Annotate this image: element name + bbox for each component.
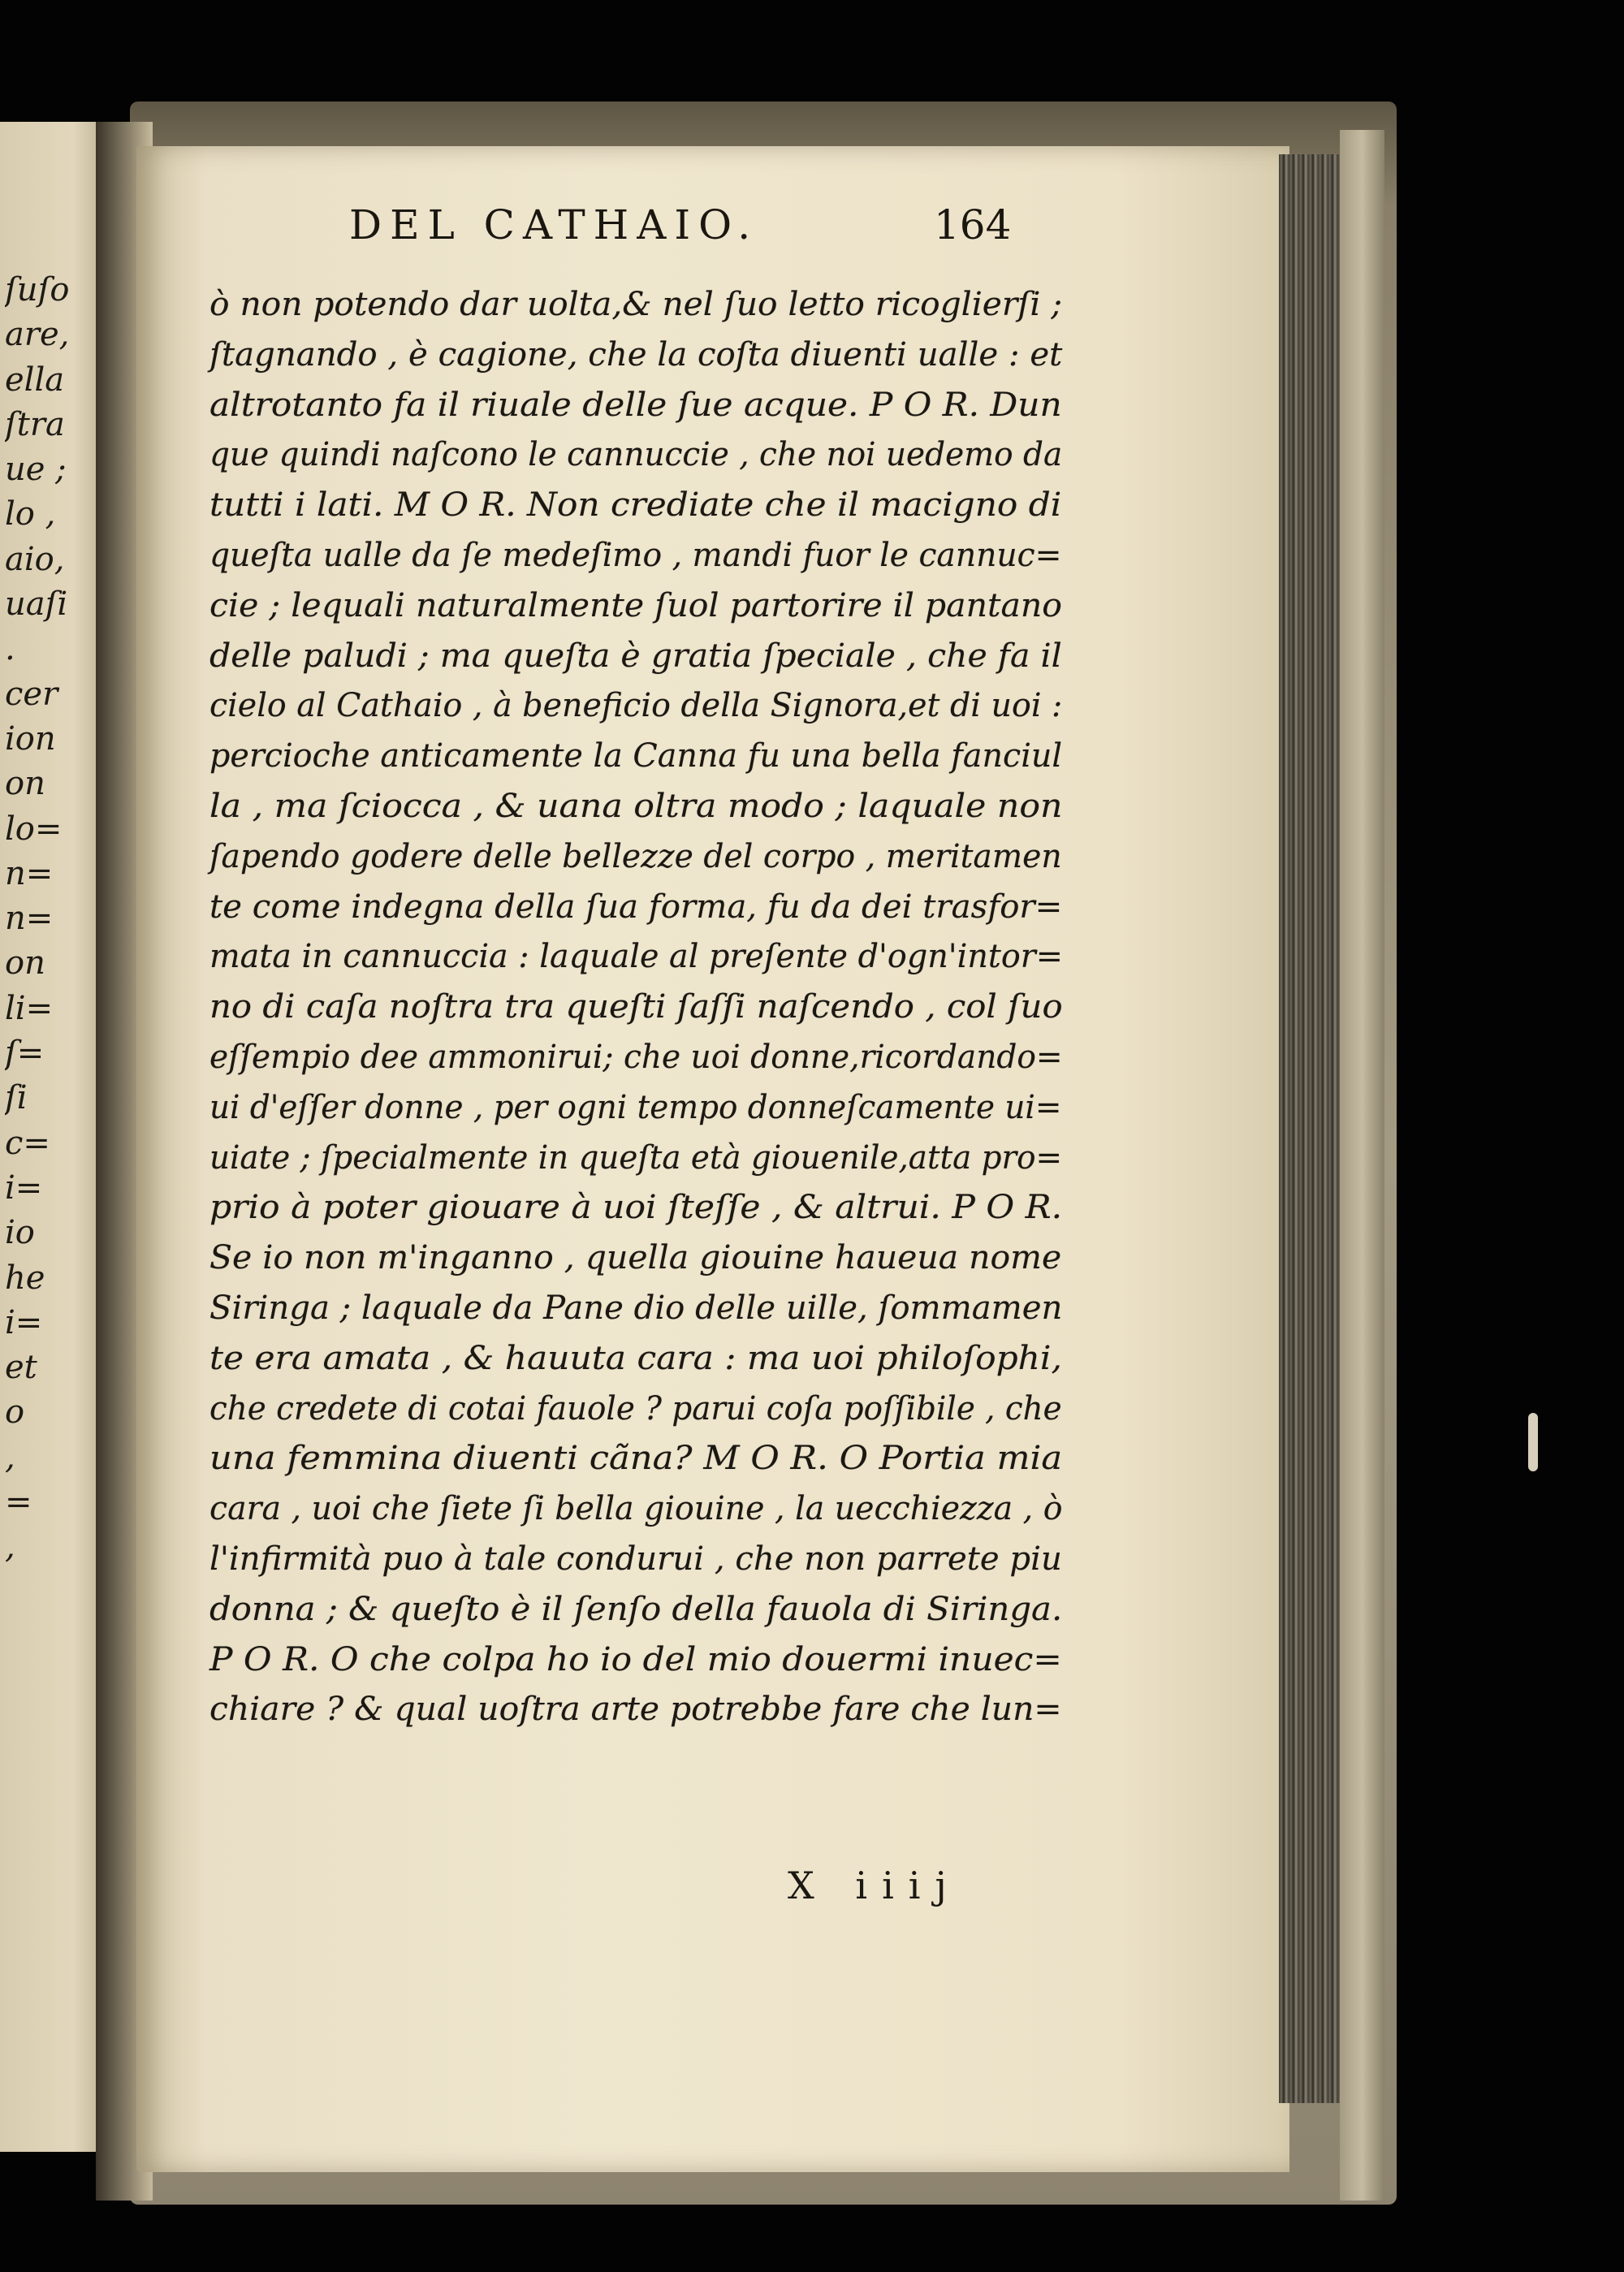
left-line: on [5, 765, 45, 803]
left-line: lo= [5, 810, 63, 848]
left-line: li= [5, 989, 54, 1027]
left-line: et [5, 1349, 37, 1387]
left-line: , [5, 1438, 15, 1476]
background-mark [1528, 1413, 1538, 1471]
text-line: no di caſa noſtra tra queſti ſaſſi naſcendo , col ſuo [209, 988, 1063, 1026]
left-line: are, [5, 316, 70, 354]
text-line: prio à poter giouare à uoi ſteſſe , & altrui. P O R. [209, 1189, 1063, 1227]
text-line: una femmina diuenti cãna? M O R. O Portia mia [209, 1440, 1063, 1478]
left-line: ella [5, 361, 65, 399]
page-fore-edge [1279, 154, 1340, 2103]
left-line: ſuſo [5, 271, 70, 309]
text-line: cie ; lequali naturalmente ſuol partorire il pantano [209, 586, 1062, 624]
left-line: i= [5, 1303, 43, 1341]
left-line: lo , [5, 495, 56, 533]
text-line: ò non potendo dar uolta,& nel ſuo letto ricoglierſi ; [209, 286, 1063, 323]
left-line: uaſi [5, 585, 68, 624]
text-line: te era amata , & hauuta cara : ma uoi philoſophi, [209, 1339, 1062, 1377]
text-line: uiate ; ſpecialmente in queſta età giouenile,atta pro= [209, 1138, 1063, 1177]
text-line: ſtagnando , è cagione, che la coſta diuenti ualle : et [209, 335, 1063, 374]
left-line: he [5, 1259, 45, 1297]
text-line: la , ma ſciocca , & uana oltra modo ; laquale non [209, 787, 1063, 825]
text-line: te come indegna della ſua forma, fu da dei trasfor= [209, 888, 1063, 926]
left-line: . [5, 630, 15, 668]
left-line: io [5, 1214, 35, 1252]
text-line: cara , uoi che ſiete ſi bella giouine , la uecchiezza , ò [209, 1490, 1063, 1528]
left-line: cer [5, 675, 58, 713]
text-line: queſta ualle da ſe medeſimo , mandi fuor le cannuc= [209, 536, 1062, 574]
text-line: che credete di cotai fauole ? parui coſa poſſibile , che [209, 1389, 1062, 1428]
text-line: delle paludi ; ma queſta è gratia ſpeciale , che fa il [209, 637, 1062, 675]
text-line: que quindi naſcono le cannuccie , che noi uedemo da [209, 436, 1063, 474]
text-line: cielo al Cathaio , à beneficio della Signora,et di uoi : [209, 687, 1063, 725]
page-header [349, 201, 1047, 258]
left-line: c= [5, 1124, 50, 1162]
book-spine-edge [1340, 130, 1384, 2201]
text-line: l'infirmità puo à tale condurui , che non parrete piu [209, 1540, 1062, 1578]
left-line: ſtra [5, 405, 65, 443]
text-line: Siringa ; laquale da Pane dio delle uille, ſommamen [209, 1289, 1063, 1327]
text-line: percioche anticamente la Canna fu una bella fanciul [209, 737, 1063, 775]
left-line: n= [5, 854, 54, 892]
text-line: donna ; & queſto è il ſenſo della fauola di Siringa. [209, 1590, 1063, 1628]
left-line: aio, [5, 540, 65, 578]
text-line: eſſempio dee ammonirui; che uoi donne,ricordando= [209, 1038, 1063, 1076]
text-line: P O R. O che colpa ho io del mio douermi inuec= [209, 1640, 1062, 1678]
text-line: ui d'eſſer donne , per ogni tempo donneſcamente ui= [209, 1088, 1062, 1126]
running-title: DEL CATHAIO. [349, 201, 759, 248]
text-line: mata in cannuccia : laquale al preſente d'ogn'intor= [209, 938, 1063, 976]
left-line: ſ= [5, 1034, 45, 1073]
left-line: i= [5, 1168, 43, 1207]
text-line: altrotanto fa il riuale delle ſue acque. P O R. Dun [209, 386, 1062, 424]
left-line: on [5, 944, 45, 983]
left-line: ion [5, 719, 56, 758]
text-line: Se io non m'inganno , quella giouine haueua nome [209, 1239, 1062, 1277]
left-line: = [5, 1484, 32, 1522]
body-text [209, 280, 1062, 1735]
page-number: 164 [934, 201, 1012, 248]
signature-mark: X iiij [788, 1864, 961, 1907]
left-line: ue ; [5, 451, 67, 489]
left-line: n= [5, 900, 54, 938]
left-line: o [5, 1393, 25, 1432]
text-line: ſapendo godere delle bellezze del corpo , meritamen [209, 837, 1062, 875]
text-line: chiare ? & qual uoſtra arte potrebbe fare che lun= [209, 1691, 1062, 1729]
left-line: ſi [5, 1079, 28, 1117]
left-line: , [5, 1528, 15, 1566]
text-line: tutti i lati. M O R. Non crediate che il macigno di [209, 486, 1062, 525]
